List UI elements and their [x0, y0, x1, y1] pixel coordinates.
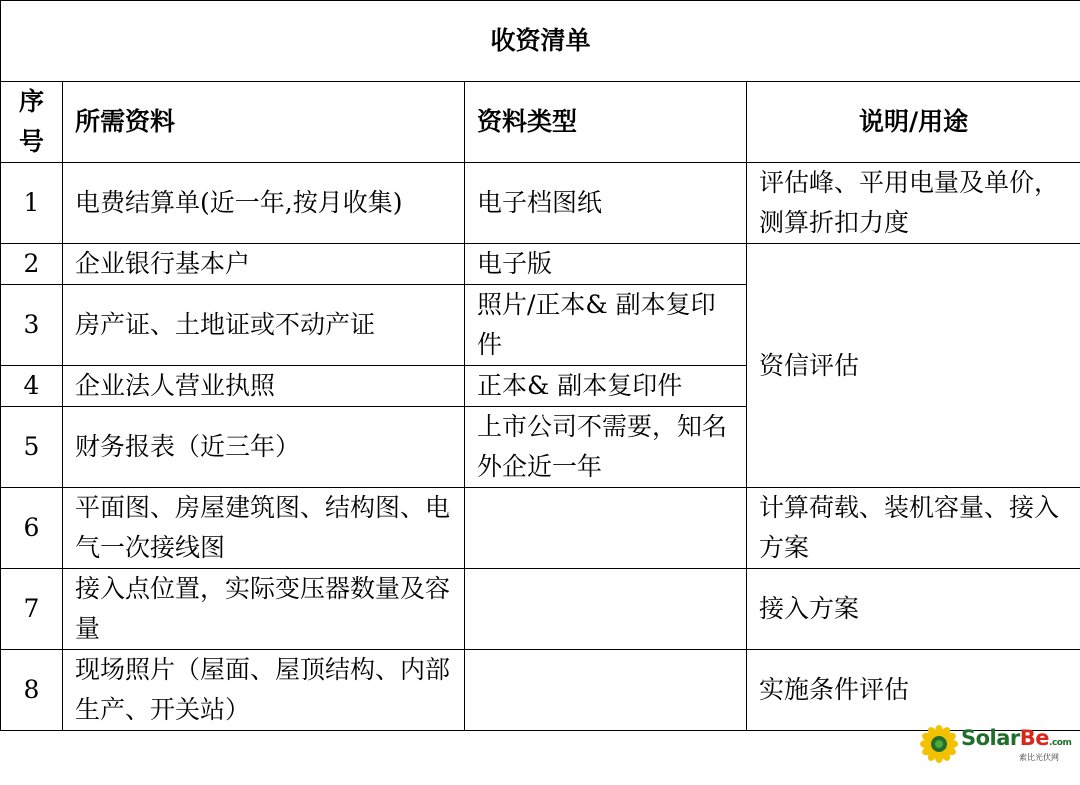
row-purpose: 接入方案 [747, 569, 1080, 650]
table-row [1, 650, 1080, 731]
row-material: 财务报表（近三年） [63, 407, 465, 488]
row-num: 4 [1, 366, 63, 407]
row-material: 现场照片（屋面、屋顶结构、内部生产、开关站） [63, 650, 465, 731]
row-material: 电费结算单(近一年,按月收集) [63, 163, 465, 244]
header-type: 资料类型 [465, 82, 747, 163]
row-num: 7 [1, 569, 63, 650]
row-type [465, 488, 747, 569]
row-num: 3 [1, 285, 63, 366]
logo-subtitle: 索比光伏网 [1019, 753, 1059, 762]
row-purpose: 实施条件评估 [747, 650, 1080, 731]
row-material: 接入点位置，实际变压器数量及容量 [63, 569, 465, 650]
row-type: 电子档图纸 [465, 163, 747, 244]
page-title: 收资清单 [1, 1, 1080, 82]
row-num: 5 [1, 407, 63, 488]
row-type: 照片/正本& 副本复印件 [465, 285, 747, 366]
table-row [1, 244, 1080, 285]
row-material: 企业法人营业执照 [63, 366, 465, 407]
row-num: 1 [1, 163, 63, 244]
header-purpose: 说明/用途 [747, 82, 1080, 163]
row-type [465, 569, 747, 650]
logo-name-accent: Be [1019, 726, 1050, 750]
table-row [1, 569, 1080, 650]
logo-name-main: Solar [961, 726, 1020, 750]
solarbe-logo [919, 722, 1072, 766]
row-material: 企业银行基本户 [63, 244, 465, 285]
row-purpose: 计算荷载、装机容量、接入方案 [747, 488, 1080, 569]
row-type: 上市公司不需要，知名外企近一年 [465, 407, 747, 488]
sunflower-icon [919, 724, 959, 764]
header-num: 序号 [1, 82, 63, 163]
header-material: 所需资料 [63, 82, 465, 163]
row-num: 2 [1, 244, 63, 285]
row-purpose: 资信评估 [747, 244, 1080, 488]
row-type [465, 650, 747, 731]
row-num: 6 [1, 488, 63, 569]
row-material: 平面图、房屋建筑图、结构图、电气一次接线图 [63, 488, 465, 569]
row-material: 房产证、土地证或不动产证 [63, 285, 465, 366]
row-type: 正本& 副本复印件 [465, 366, 747, 407]
logo-name-suffix: .com [1049, 738, 1072, 748]
row-num: 8 [1, 650, 63, 731]
row-type: 电子版 [465, 244, 747, 285]
table-row [1, 163, 1080, 244]
table-row [1, 488, 1080, 569]
row-purpose: 评估峰、平用电量及单价，测算折扣力度 [747, 163, 1080, 244]
